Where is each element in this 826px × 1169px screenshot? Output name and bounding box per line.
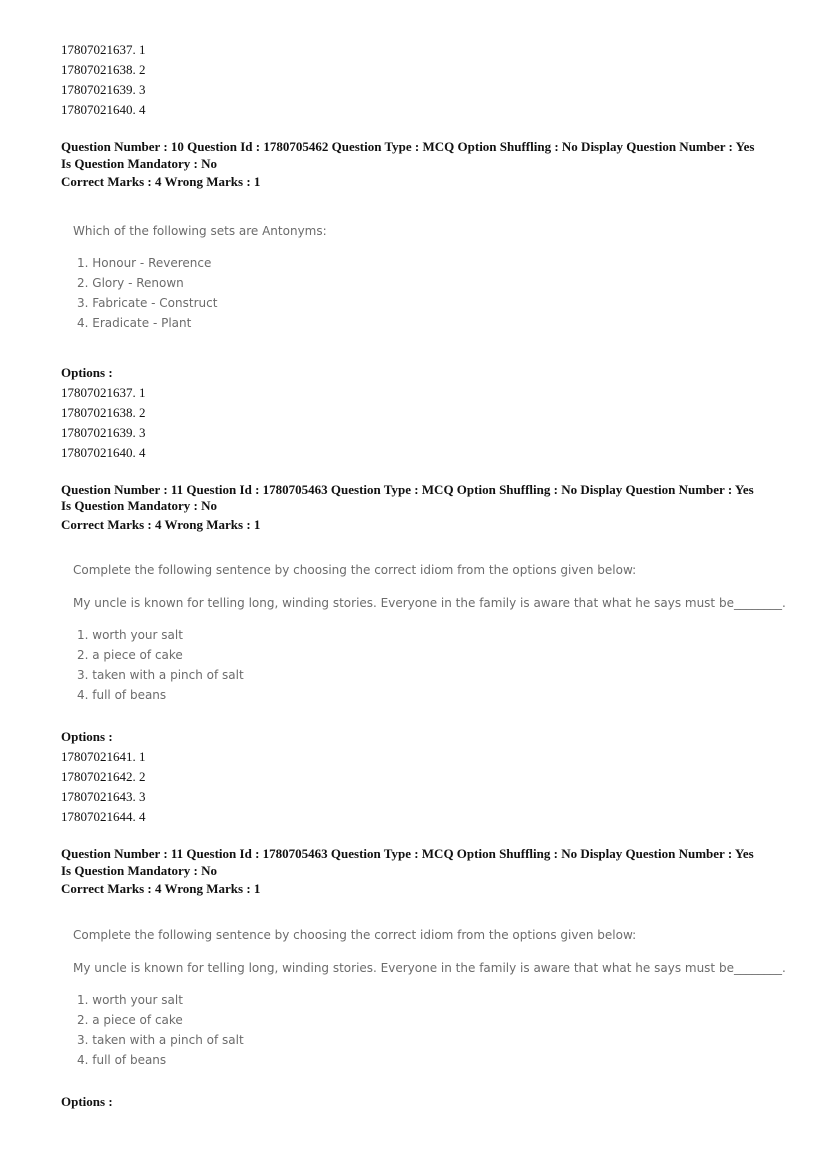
question-image	[61, 560, 786, 705]
question-block	[61, 846, 786, 1112]
question-choice: 3. taken with a pinch of salt	[77, 668, 244, 682]
question-marks: Correct Marks : 4 Wrong Marks : 1	[61, 516, 261, 532]
question-stem: Complete the following sentence by choosing the correct idiom from the options given below:	[73, 563, 637, 577]
question-choice: 2. a piece of cake	[77, 648, 183, 662]
option-line: 17807021639. 3	[61, 424, 146, 440]
question-sentence: My uncle is known for telling long, winding stories. Everyone in the family is aware that what he says must be________.	[73, 596, 786, 610]
question-choice: 1. worth your salt	[77, 628, 183, 642]
question-choice: 4. full of beans	[77, 1052, 167, 1067]
question-choice: 1. Honour - Reverence	[77, 255, 212, 270]
options-label: Options :	[61, 1093, 113, 1109]
option-line: 17807021643. 3	[61, 789, 146, 804]
option-line: 17807021640. 4	[61, 102, 146, 117]
question-sentence: My uncle is known for telling long, winding stories. Everyone in the family is aware that what he says must be________.	[73, 960, 786, 975]
question-image	[61, 925, 786, 1070]
question-choice: 2. Glory - Renown	[77, 275, 184, 290]
question-block	[61, 139, 781, 463]
option-line: 17807021641. 1	[61, 749, 146, 764]
question-block	[61, 481, 786, 828]
option-line: 17807021637. 1	[61, 42, 146, 57]
option-line: 17807021639. 3	[61, 82, 146, 97]
top-options-list	[61, 40, 781, 120]
option-line: 17807021640. 4	[61, 444, 146, 460]
question-choice: 2. a piece of cake	[77, 1012, 183, 1027]
question-header: Question Number : 11 Question Id : 1780705463 Question Type : MCQ Option Shuffling : No Display Question Number : Yes	[61, 481, 754, 497]
question-choice: 1. worth your salt	[77, 992, 183, 1007]
question-mandatory: Is Question Mandatory : No	[61, 498, 218, 513]
option-line: 17807021644. 4	[61, 809, 146, 824]
question-choice: 4. full of beans	[77, 688, 167, 702]
question-stem: Which of the following sets are Antonyms:	[73, 223, 327, 238]
options-label: Options :	[61, 729, 113, 744]
option-line: 17807021638. 2	[61, 404, 146, 420]
question-marks: Correct Marks : 4 Wrong Marks : 1	[61, 174, 261, 189]
option-line: 17807021638. 2	[61, 62, 146, 77]
option-line: 17807021642. 2	[61, 769, 146, 784]
options-label: Options :	[61, 364, 113, 380]
question-mandatory: Is Question Mandatory : No	[61, 155, 218, 171]
question-image	[61, 221, 781, 333]
question-header: Question Number : 10 Question Id : 1780705462 Question Type : MCQ Option Shuffling : No Display Question Number : Yes	[61, 139, 755, 154]
question-choice: 3. Fabricate - Construct	[77, 295, 218, 310]
question-mandatory: Is Question Mandatory : No	[61, 862, 218, 878]
option-line: 17807021637. 1	[61, 384, 146, 400]
document-page	[61, 40, 786, 1112]
question-choice: 4. Eradicate - Plant	[77, 315, 192, 330]
question-header: Question Number : 11 Question Id : 1780705463 Question Type : MCQ Option Shuffling : No Display Question Number : Yes	[61, 846, 754, 861]
question-marks: Correct Marks : 4 Wrong Marks : 1	[61, 881, 261, 896]
question-choice: 3. taken with a pinch of salt	[77, 1032, 244, 1047]
question-stem: Complete the following sentence by choosing the correct idiom from the options given below:	[73, 927, 637, 942]
